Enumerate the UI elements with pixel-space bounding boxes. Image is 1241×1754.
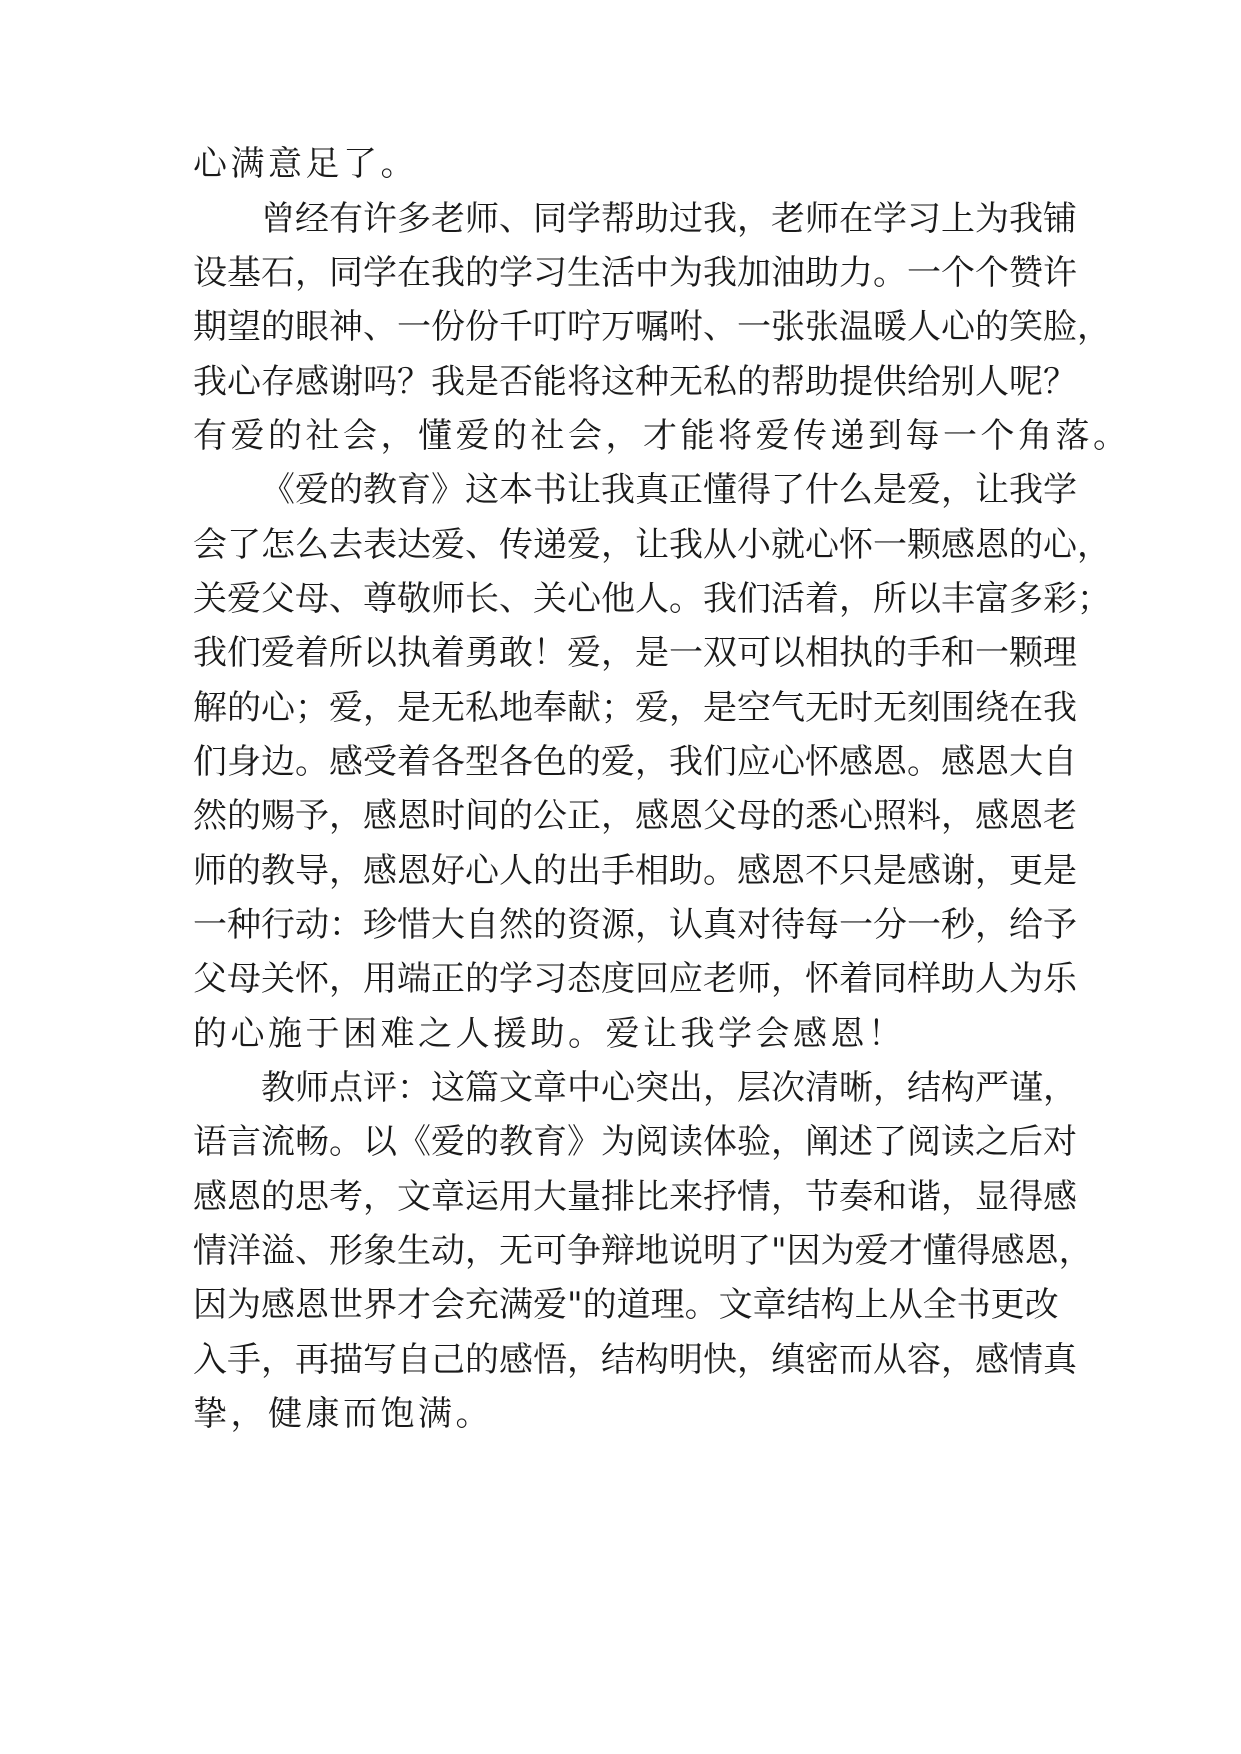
text-line: 有爱的社会，懂爱的社会，才能将爱传递到每一个角落。 (193, 416, 1131, 456)
text-line: 一种行动：珍惜大自然的资源，认真对待每一分一秒，给予 (193, 905, 1077, 945)
text-line: 关爱父母、尊敬师长、关心他人。我们活着，所以丰富多彩； (193, 579, 1111, 619)
text-line: 师的教导，感恩好心人的出手相助。感恩不只是感谢，更是 (193, 851, 1077, 891)
text-line: 情洋溢、形象生动，无可争辩地说明了"因为爱才懂得感恩， (193, 1231, 1093, 1271)
text-line: 感恩的思考，文章运用大量排比来抒情，节奏和谐，显得感 (193, 1177, 1077, 1217)
paragraph-start-line: 《爱的教育》这本书让我真正懂得了什么是爱，让我学 (261, 470, 1077, 510)
text-line: 的心施于困难之人援助。爱让我学会感恩！ (193, 1014, 906, 1054)
text-line: 父母关怀，用端正的学习态度回应老师，怀着同样助人为乐 (193, 959, 1077, 999)
text-line: 们身边。感受着各型各色的爱，我们应心怀感恩。感恩大自 (193, 742, 1077, 782)
text-line: 期望的眼神、一份份千叮咛万嘱咐、一张张温暖人心的笑脸， (193, 307, 1111, 347)
text-line: 解的心；爱，是无私地奉献；爱，是空气无时无刻围绕在我 (193, 688, 1077, 728)
text-line: 因为感恩世界才会充满爱"的道理。文章结构上从全书更改 (193, 1285, 1059, 1325)
paragraph-start-line: 教师点评：这篇文章中心突出，层次清晰，结构严谨， (261, 1068, 1077, 1108)
text-line: 心满意足了。 (193, 144, 418, 184)
text-line: 语言流畅。以《爱的教育》为阅读体验，阐述了阅读之后对 (193, 1122, 1077, 1162)
paragraph-start-line: 曾经有许多老师、同学帮助过我，老师在学习上为我铺 (261, 199, 1077, 239)
text-line: 我们爱着所以执着勇敢！爱，是一双可以相执的手和一颗理 (193, 633, 1077, 673)
text-line: 会了怎么去表达爱、传递爱，让我从小就心怀一颗感恩的心， (193, 525, 1111, 565)
text-line: 我心存感谢吗？我是否能将这种无私的帮助提供给别人呢？ (193, 362, 1077, 402)
text-line: 然的赐予，感恩时间的公正，感恩父母的悉心照料，感恩老 (193, 796, 1077, 836)
text-line: 入手，再描写自己的感悟，结构明快，缜密而从容，感情真 (193, 1340, 1077, 1380)
text-line: 挚，健康而饱满。 (193, 1394, 493, 1434)
text-line: 设基石，同学在我的学习生活中为我加油助力。一个个赞许 (193, 253, 1077, 293)
